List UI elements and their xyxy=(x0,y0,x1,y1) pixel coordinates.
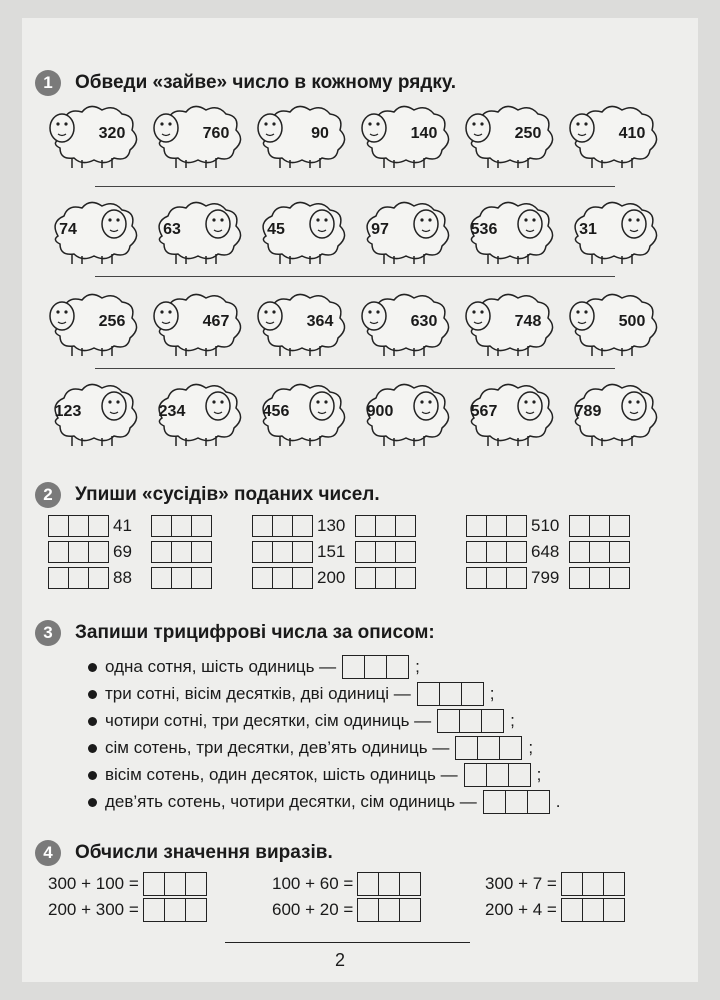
sheep-number: 140 xyxy=(410,125,438,142)
answer-boxes[interactable] xyxy=(48,567,109,589)
answer-boxes[interactable] xyxy=(437,709,504,733)
sheep-number-card[interactable] xyxy=(352,288,452,358)
punctuation: ; xyxy=(489,684,495,703)
sheep-row xyxy=(40,288,660,358)
answer-boxes[interactable] xyxy=(355,515,416,537)
expression xyxy=(272,872,421,896)
sheep-number-card[interactable] xyxy=(352,378,452,448)
task-number: 1 xyxy=(35,70,61,96)
sheep-number: 63 xyxy=(163,221,181,238)
answer-boxes[interactable] xyxy=(355,541,416,563)
punctuation: ; xyxy=(536,765,542,784)
sheep-number: 364 xyxy=(306,313,334,330)
bullet-icon xyxy=(88,690,97,699)
given-number: 69 xyxy=(113,542,132,561)
sheep-number-card[interactable] xyxy=(456,378,556,448)
description-item xyxy=(88,682,495,706)
given-number: 88 xyxy=(113,568,132,587)
sheep-number: 567 xyxy=(470,403,498,420)
footer-line xyxy=(225,942,470,943)
task-number: 3 xyxy=(35,620,61,646)
task-3-header xyxy=(35,620,435,646)
neighbors-row xyxy=(252,515,416,537)
answer-boxes[interactable] xyxy=(417,682,484,706)
task-title: Обведи «зайве» число в кожному рядку. xyxy=(75,72,457,93)
answer-boxes[interactable] xyxy=(151,541,212,563)
answer-boxes[interactable] xyxy=(143,898,207,922)
neighbors-row xyxy=(252,567,416,589)
bullet-icon xyxy=(88,798,97,807)
sheep-number: 748 xyxy=(514,313,542,330)
sheep-number-card[interactable] xyxy=(40,288,140,358)
sheep-number: 500 xyxy=(618,313,646,330)
description-item xyxy=(88,655,420,679)
sheep-row xyxy=(40,378,660,448)
bullet-icon xyxy=(88,771,97,780)
expression-text: 200 + 300 = xyxy=(48,900,139,919)
sheep-number-card[interactable] xyxy=(40,378,140,448)
description-item xyxy=(88,790,561,814)
sheep-number: 467 xyxy=(202,313,230,330)
sheep-number: 97 xyxy=(371,221,389,238)
page-number: 2 xyxy=(335,950,346,970)
answer-boxes[interactable] xyxy=(561,898,625,922)
answer-boxes[interactable] xyxy=(252,567,313,589)
sheep-number-card[interactable] xyxy=(456,288,556,358)
sheep-number: 256 xyxy=(98,313,126,330)
sheep-number: 320 xyxy=(98,125,126,142)
sheep-number: 250 xyxy=(514,125,542,142)
bullet-icon xyxy=(88,663,97,672)
expression-text: 200 + 4 = xyxy=(485,900,557,919)
sheep-number-card[interactable] xyxy=(40,196,140,266)
given-number: 799 xyxy=(531,568,560,587)
description-text: вісім сотень, один десяток, шість одиниць — xyxy=(105,765,458,784)
neighbors-row xyxy=(48,567,212,589)
sheep-number: 630 xyxy=(410,313,438,330)
sheep-number: 74 xyxy=(59,221,77,238)
answer-boxes[interactable] xyxy=(483,790,550,814)
answer-boxes[interactable] xyxy=(252,541,313,563)
sheep-number-card[interactable] xyxy=(456,100,556,170)
description-text: дев’ять сотень, чотири десятки, сім одиниць — xyxy=(105,792,477,811)
task-2-header xyxy=(35,482,380,508)
task-1-header xyxy=(35,70,456,96)
answer-boxes[interactable] xyxy=(151,567,212,589)
punctuation: . xyxy=(555,792,561,811)
expression xyxy=(485,872,625,896)
sheep-number-card[interactable] xyxy=(560,100,660,170)
sheep-number-card[interactable] xyxy=(248,288,348,358)
answer-boxes[interactable] xyxy=(569,515,630,537)
sheep-number-card[interactable] xyxy=(144,196,244,266)
expression-text: 600 + 20 = xyxy=(272,900,354,919)
description-text: три сотні, вісім десятків, дві одиниці — xyxy=(105,684,411,703)
sheep-number: 410 xyxy=(618,125,646,142)
answer-boxes[interactable] xyxy=(355,567,416,589)
answer-boxes[interactable] xyxy=(143,872,207,896)
expression xyxy=(272,898,421,922)
sheep-number: 45 xyxy=(267,221,285,238)
answer-boxes[interactable] xyxy=(357,898,421,922)
bullet-icon xyxy=(88,744,97,753)
answer-boxes[interactable] xyxy=(151,515,212,537)
sheep-row xyxy=(40,196,660,266)
sheep-number: 900 xyxy=(366,403,394,420)
answer-boxes[interactable] xyxy=(464,763,531,787)
punctuation: ; xyxy=(415,657,420,676)
sheep-number-card[interactable] xyxy=(144,100,244,170)
sheep-number-card[interactable] xyxy=(352,196,452,266)
sheep-number: 234 xyxy=(158,403,186,420)
given-number: 130 xyxy=(317,516,346,535)
expression xyxy=(485,898,625,922)
sheep-number-card[interactable] xyxy=(560,196,660,266)
description-text: одна сотня, шість одиниць — xyxy=(105,657,337,676)
punctuation: ; xyxy=(510,711,515,730)
description-item xyxy=(88,763,541,787)
neighbors-row xyxy=(48,541,212,563)
sheep-number-card[interactable] xyxy=(40,100,140,170)
sheep-number: 536 xyxy=(470,221,498,238)
sheep-number: 123 xyxy=(54,403,82,420)
task-title: Запиши трицифрові числа за описом: xyxy=(75,622,435,643)
sheep-number-card[interactable] xyxy=(144,288,244,358)
answer-boxes[interactable] xyxy=(466,567,527,589)
task-title: Упиши «сусідів» поданих чисел. xyxy=(75,484,380,505)
sheep-number: 31 xyxy=(579,221,597,238)
answer-boxes[interactable] xyxy=(342,655,409,679)
given-number: 510 xyxy=(531,516,560,535)
sheep-number: 90 xyxy=(311,125,329,142)
description-item xyxy=(88,736,533,760)
expression-text: 100 + 60 = xyxy=(272,874,354,893)
neighbors-row xyxy=(466,515,630,537)
given-number: 41 xyxy=(113,516,132,535)
description-text: чотири сотні, три десятки, сім одиниць — xyxy=(105,711,432,730)
neighbors-row xyxy=(48,515,212,537)
sheep-number-card[interactable] xyxy=(248,378,348,448)
expression-text: 300 + 7 = xyxy=(485,874,557,893)
answer-boxes[interactable] xyxy=(569,541,630,563)
given-number: 151 xyxy=(317,542,346,561)
divider-line xyxy=(95,276,615,277)
neighbors-row xyxy=(466,541,630,563)
description-text: сім сотень, три десятки, дев’ять одиниць — xyxy=(105,738,450,757)
answer-boxes[interactable] xyxy=(466,515,527,537)
answer-boxes[interactable] xyxy=(252,515,313,537)
sheep-number-card[interactable] xyxy=(144,378,244,448)
answer-boxes[interactable] xyxy=(466,541,527,563)
sheep-number-card[interactable] xyxy=(352,100,452,170)
answer-boxes[interactable] xyxy=(561,872,625,896)
divider-line xyxy=(95,186,615,187)
answer-boxes[interactable] xyxy=(455,736,522,760)
sheep-number-card[interactable] xyxy=(248,196,348,266)
expression-text: 300 + 100 = xyxy=(48,874,139,893)
sheep-number-card[interactable] xyxy=(248,100,348,170)
given-number: 200 xyxy=(317,568,346,587)
answer-boxes[interactable] xyxy=(48,515,109,537)
bullet-icon xyxy=(88,717,97,726)
expression xyxy=(48,872,207,896)
divider-line xyxy=(95,368,615,369)
sheep-number: 456 xyxy=(262,403,290,420)
task-number: 2 xyxy=(35,482,61,508)
task-title: Обчисли значення виразів. xyxy=(75,842,333,863)
sheep-number: 789 xyxy=(574,403,602,420)
sheep-row xyxy=(40,100,660,170)
sheep-number: 760 xyxy=(202,125,230,142)
neighbors-row xyxy=(466,567,630,589)
given-number: 648 xyxy=(531,542,560,561)
sheep-number-card[interactable] xyxy=(560,288,660,358)
task-number: 4 xyxy=(35,840,61,866)
neighbors-row xyxy=(252,541,416,563)
description-item xyxy=(88,709,515,733)
answer-boxes[interactable] xyxy=(569,567,630,589)
answer-boxes[interactable] xyxy=(357,872,421,896)
task-4-header xyxy=(35,840,333,866)
expression xyxy=(48,898,207,922)
answer-boxes[interactable] xyxy=(48,541,109,563)
punctuation: ; xyxy=(528,738,534,757)
sheep-number-card[interactable] xyxy=(456,196,556,266)
sheep-number-card[interactable] xyxy=(560,378,660,448)
